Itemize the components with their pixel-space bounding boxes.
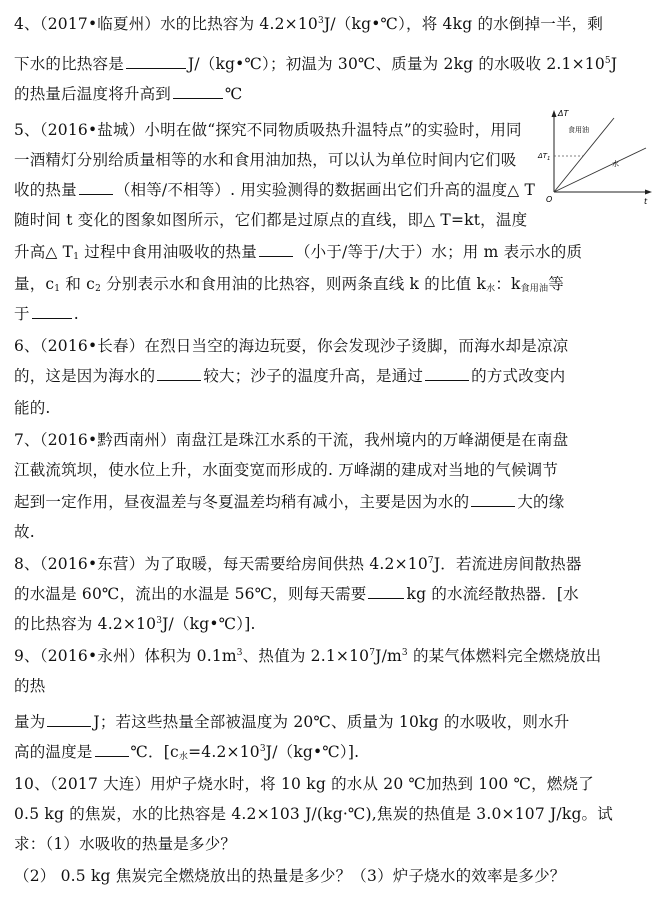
q8-line-3: 的比热容为 $4.2\times 10^3J/(kg•℃)$].	[14, 615, 256, 633]
q8-line-1: 8、（2016•东营）为了取暖，每天需要给房间供热 $4.2\times 10^7J$．若流进房间散热器	[14, 555, 582, 573]
q10-line-2: 0.5 kg 的焦炭，水的比热容是 4.2×103 J/(kg·℃),焦炭的热值是 3.0×107 J/kg。试	[14, 805, 613, 823]
y-axis-arrow-icon	[552, 110, 557, 117]
q10-line-3: 求：（1）水吸收的热量是多少？	[14, 835, 237, 853]
q7-line-2: 江截流筑坝，使水位上升，水面变宽而形成的. 万峰湖的建成对当地的气候调节	[14, 461, 559, 479]
q9-line-4: 高的温度是 ℃．$[c_水=4.2\times 10^3J/(kg•℃)]$.	[14, 743, 360, 762]
q10-line-4: （2） 0.5 kg 焦炭完全燃烧放出的热量是多少？（3）炉子烧水的效率是多少？	[14, 867, 566, 885]
answer-blank[interactable]	[259, 242, 293, 257]
answer-blank[interactable]	[157, 366, 201, 381]
q10-line-1: 10、（2017 大连）用炉子烧水时，将 10 kg 的水从 20 ℃加热到 100 ℃，燃烧了	[14, 775, 594, 793]
q9-line-3: 量为 J；若这些热量全部被温度为 20℃、质量为 10kg 的水吸收，则水升	[14, 713, 570, 731]
q5-line-5: 升高△ $T_1$ 过程中食用油吸收的热量 （小于/等于/大于）水；用 m 表示水的质	[14, 243, 583, 262]
water-label: 水	[612, 160, 619, 168]
q5-line-3: 收的热量 （相等/不相等）. 用实验测得的数据画出它们升高的温度△ T	[14, 181, 536, 199]
q7-line-3: 起到一定作用，昼夜温差与冬夏温差均稍有减小，主要是因为水的 大的缘	[14, 493, 565, 511]
q9-line-2: 的热	[14, 677, 46, 695]
origin-label: O	[546, 195, 553, 204]
y-axis-label: ΔT	[558, 109, 569, 118]
answer-blank[interactable]	[173, 84, 223, 99]
q5-line-6: 量，$c_1$ 和 $c_2$ 分别表示水和食用油的比热容，则两条直线 k 的比值 $k_水$：$k_{食用油}$等	[14, 275, 564, 294]
answer-blank[interactable]	[425, 366, 469, 381]
oil-label: 食用油	[568, 126, 589, 134]
q4-line-3: 的热量后温度将升高到 ℃	[14, 85, 243, 103]
answer-blank[interactable]	[471, 492, 515, 507]
q5-line-7: 于 .	[14, 305, 79, 323]
q7-line-4: 故.	[14, 523, 35, 541]
q9-line-1: 9、（2016•永州）体积为 $0.1m^3$、热值为 $2.1\times 10^7J/m^3$ 的某气体燃料完全燃烧放出	[14, 647, 602, 665]
q5-line-1: 5、（2016•盐城）小明在做“探究不同物质吸热升温特点”的实验时，用同	[14, 121, 522, 139]
answer-blank[interactable]	[47, 712, 91, 727]
answer-blank[interactable]	[32, 304, 72, 319]
x-axis-arrow-icon	[645, 190, 652, 195]
q6-line-3: 能的.	[14, 399, 51, 417]
x-axis-label: t	[644, 197, 648, 206]
t1-label: $\Delta T_1$	[538, 152, 551, 162]
answer-blank[interactable]	[79, 180, 113, 195]
water-line	[554, 148, 646, 192]
q4-line-2: 下水的比热容是 J/（kg•℃）；初温为 30℃、质量为 2kg 的水吸收 $2.1\times 10^5J$	[14, 55, 618, 73]
temperature-time-graph	[536, 104, 656, 208]
q5-line-4: 随时间 t 变化的图象如图所示，它们都是过原点的直线，即△ T=kt，温度	[14, 211, 528, 229]
q5-line-2: 一酒精灯分别给质量相等的水和食用油加热，可以认为单位时间内它们吸	[14, 151, 517, 169]
answer-blank[interactable]	[368, 584, 404, 599]
q6-line-2: 的，这是因为海水的 较大；沙子的温度升高，是通过 的方式改变内	[14, 367, 566, 385]
answer-blank[interactable]	[95, 742, 129, 757]
answer-blank[interactable]	[126, 54, 186, 69]
q4-line-1: 4、（2017•临夏州）水的比热容为 $4.2\times 10^3J/(kg•℃)$，将 4kg 的水倒掉一半，剩	[14, 15, 604, 33]
q8-line-2: 的水温是 60℃，流出的水温是 56℃，则每天需要 kg 的水流经散热器．[水	[14, 585, 579, 603]
q6-line-1: 6、（2016•长春）在烈日当空的海边玩耍，你会发现沙子烫脚，而海水却是凉凉	[14, 337, 569, 355]
q7-line-1: 7、（2016•黔西南州）南盘江是珠江水系的干流，我州境内的万峰湖便是在南盘	[14, 431, 569, 449]
